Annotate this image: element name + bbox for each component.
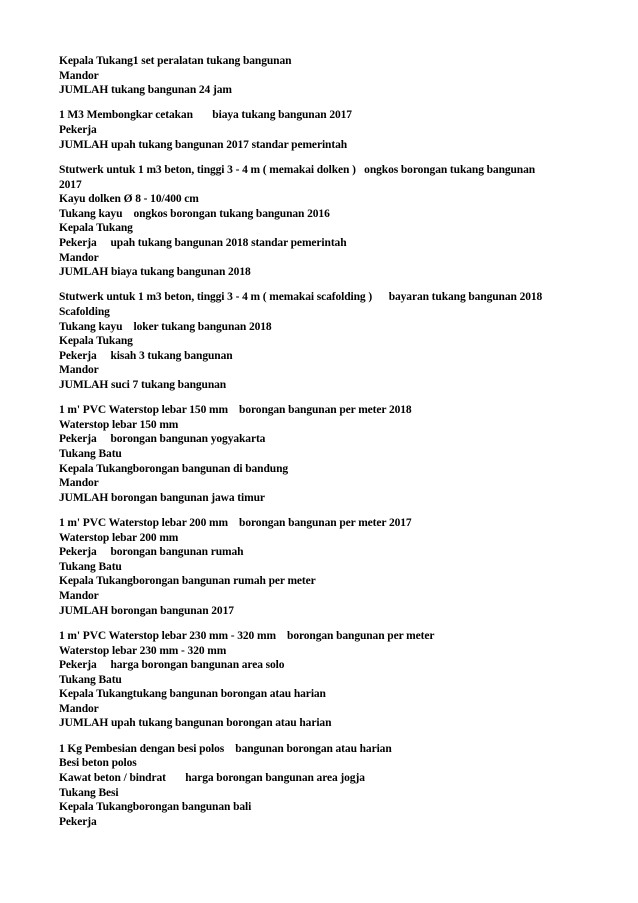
text-line: Tukang Batu xyxy=(59,560,122,573)
paragraph-gap xyxy=(59,98,619,109)
text-line: JUMLAH biaya tukang bangunan 2018 xyxy=(59,266,251,279)
text-line: Mandor xyxy=(59,477,99,490)
text-line: Kepala Tukang xyxy=(59,335,133,348)
text-line: Kepala Tukangborongan bangunan bali xyxy=(59,801,252,814)
text-line: Besi beton polos xyxy=(59,757,137,770)
text-line: JUMLAH borongan bangunan jawa timur xyxy=(59,491,265,504)
paragraph-gap xyxy=(59,152,619,163)
text-line: Mandor xyxy=(59,364,99,377)
text-line: Waterstop lebar 230 mm - 320 mm xyxy=(59,644,227,657)
paragraph-gap xyxy=(59,393,619,404)
text-line: JUMLAH suci 7 tukang bangunan xyxy=(59,378,227,391)
text-line: Tukang Besi xyxy=(59,786,119,799)
block-1 xyxy=(59,54,619,98)
text-line: Pekerja kisah 3 tukang bangunan xyxy=(59,349,233,362)
text-line: Pekerja upah tukang bangunan 2018 standar pemerintah xyxy=(59,236,347,249)
paragraph-gap xyxy=(59,280,619,291)
text-line: 1 M3 Membongkar cetakan biaya tukang bangunan 2017 xyxy=(59,109,352,122)
text-line: Mandor xyxy=(59,702,99,715)
text-line: Mandor xyxy=(59,251,99,264)
text-line: Pekerja borongan bangunan rumah xyxy=(59,546,244,559)
text-line: 1 Kg Pembesian dengan besi polos bangunan borongan atau harian xyxy=(59,742,392,755)
text-line: Scafolding xyxy=(59,305,110,318)
text-line: 1 m' PVC Waterstop lebar 200 mm borongan bangunan per meter 2017 xyxy=(59,517,412,530)
text-line: Tukang Batu xyxy=(59,448,122,460)
text-line: Kepala Tukangborongan bangunan rumah per meter xyxy=(59,575,316,588)
text-line: Pekerja harga borongan bangunan area solo xyxy=(59,659,285,672)
text-line: Kepala Tukang xyxy=(59,222,133,235)
text-line: Mandor xyxy=(59,69,99,82)
block-8 xyxy=(59,742,619,830)
text-line: Tukang kayu loker tukang bangunan 2018 xyxy=(59,320,272,333)
text-line: JUMLAH upah tukang bangunan borongan atau harian xyxy=(59,717,332,730)
block-5 xyxy=(59,403,619,505)
text-line: 1 m' PVC Waterstop lebar 230 mm - 320 mm borongan bangunan per meter xyxy=(59,629,435,642)
text-line: 1 m' PVC Waterstop lebar 150 mm borongan bangunan per meter 2018 xyxy=(59,404,412,417)
block-2 xyxy=(59,108,619,152)
text-line: JUMLAH borongan bangunan 2017 xyxy=(59,604,234,617)
text-line: Pekerja xyxy=(59,815,97,828)
text-line: JUMLAH tukang bangunan 24 jam xyxy=(59,84,232,97)
text-line: Stutwerk untuk 1 m3 beton, tinggi 3 - 4 m ( memakai dolken ) ongkos borongan tukang bangunan xyxy=(59,163,536,176)
text-line: Kepala Tukang1 set peralatan tukang bangunan xyxy=(59,55,292,67)
text-line: Waterstop lebar 150 mm xyxy=(59,418,179,431)
block-4 xyxy=(59,290,619,392)
document-body xyxy=(59,54,619,829)
text-line: Kepala Tukangtukang bangunan borongan atau harian xyxy=(59,688,326,701)
text-line: Kayu dolken Ø 8 - 10/400 cm xyxy=(59,193,199,206)
text-line: Waterstop lebar 200 mm xyxy=(59,531,179,544)
text-line: Tukang Batu xyxy=(59,673,122,686)
text-line: JUMLAH upah tukang bangunan 2017 standar pemerintah xyxy=(59,138,348,151)
text-line: Mandor xyxy=(59,590,99,603)
text-line: Stutwerk untuk 1 m3 beton, tinggi 3 - 4 m ( memakai scafolding ) bayaran tukang bangunan 2018 xyxy=(59,291,543,304)
text-line: Pekerja xyxy=(59,124,97,137)
text-line: Kepala Tukangborongan bangunan di bandung xyxy=(59,462,289,475)
text-line: Kawat beton / bindrat harga borongan bangunan area jogja xyxy=(59,771,365,784)
paragraph-gap xyxy=(59,731,619,742)
paragraph-gap xyxy=(59,505,619,516)
text-line: Tukang kayu ongkos borongan tukang bangunan 2016 xyxy=(59,207,330,220)
paragraph-gap xyxy=(59,618,619,629)
text-line: 2017 xyxy=(59,178,82,191)
block-6 xyxy=(59,516,619,618)
block-7 xyxy=(59,629,619,731)
block-3 xyxy=(59,163,619,280)
text-line: Pekerja borongan bangunan yogyakarta xyxy=(59,433,266,446)
